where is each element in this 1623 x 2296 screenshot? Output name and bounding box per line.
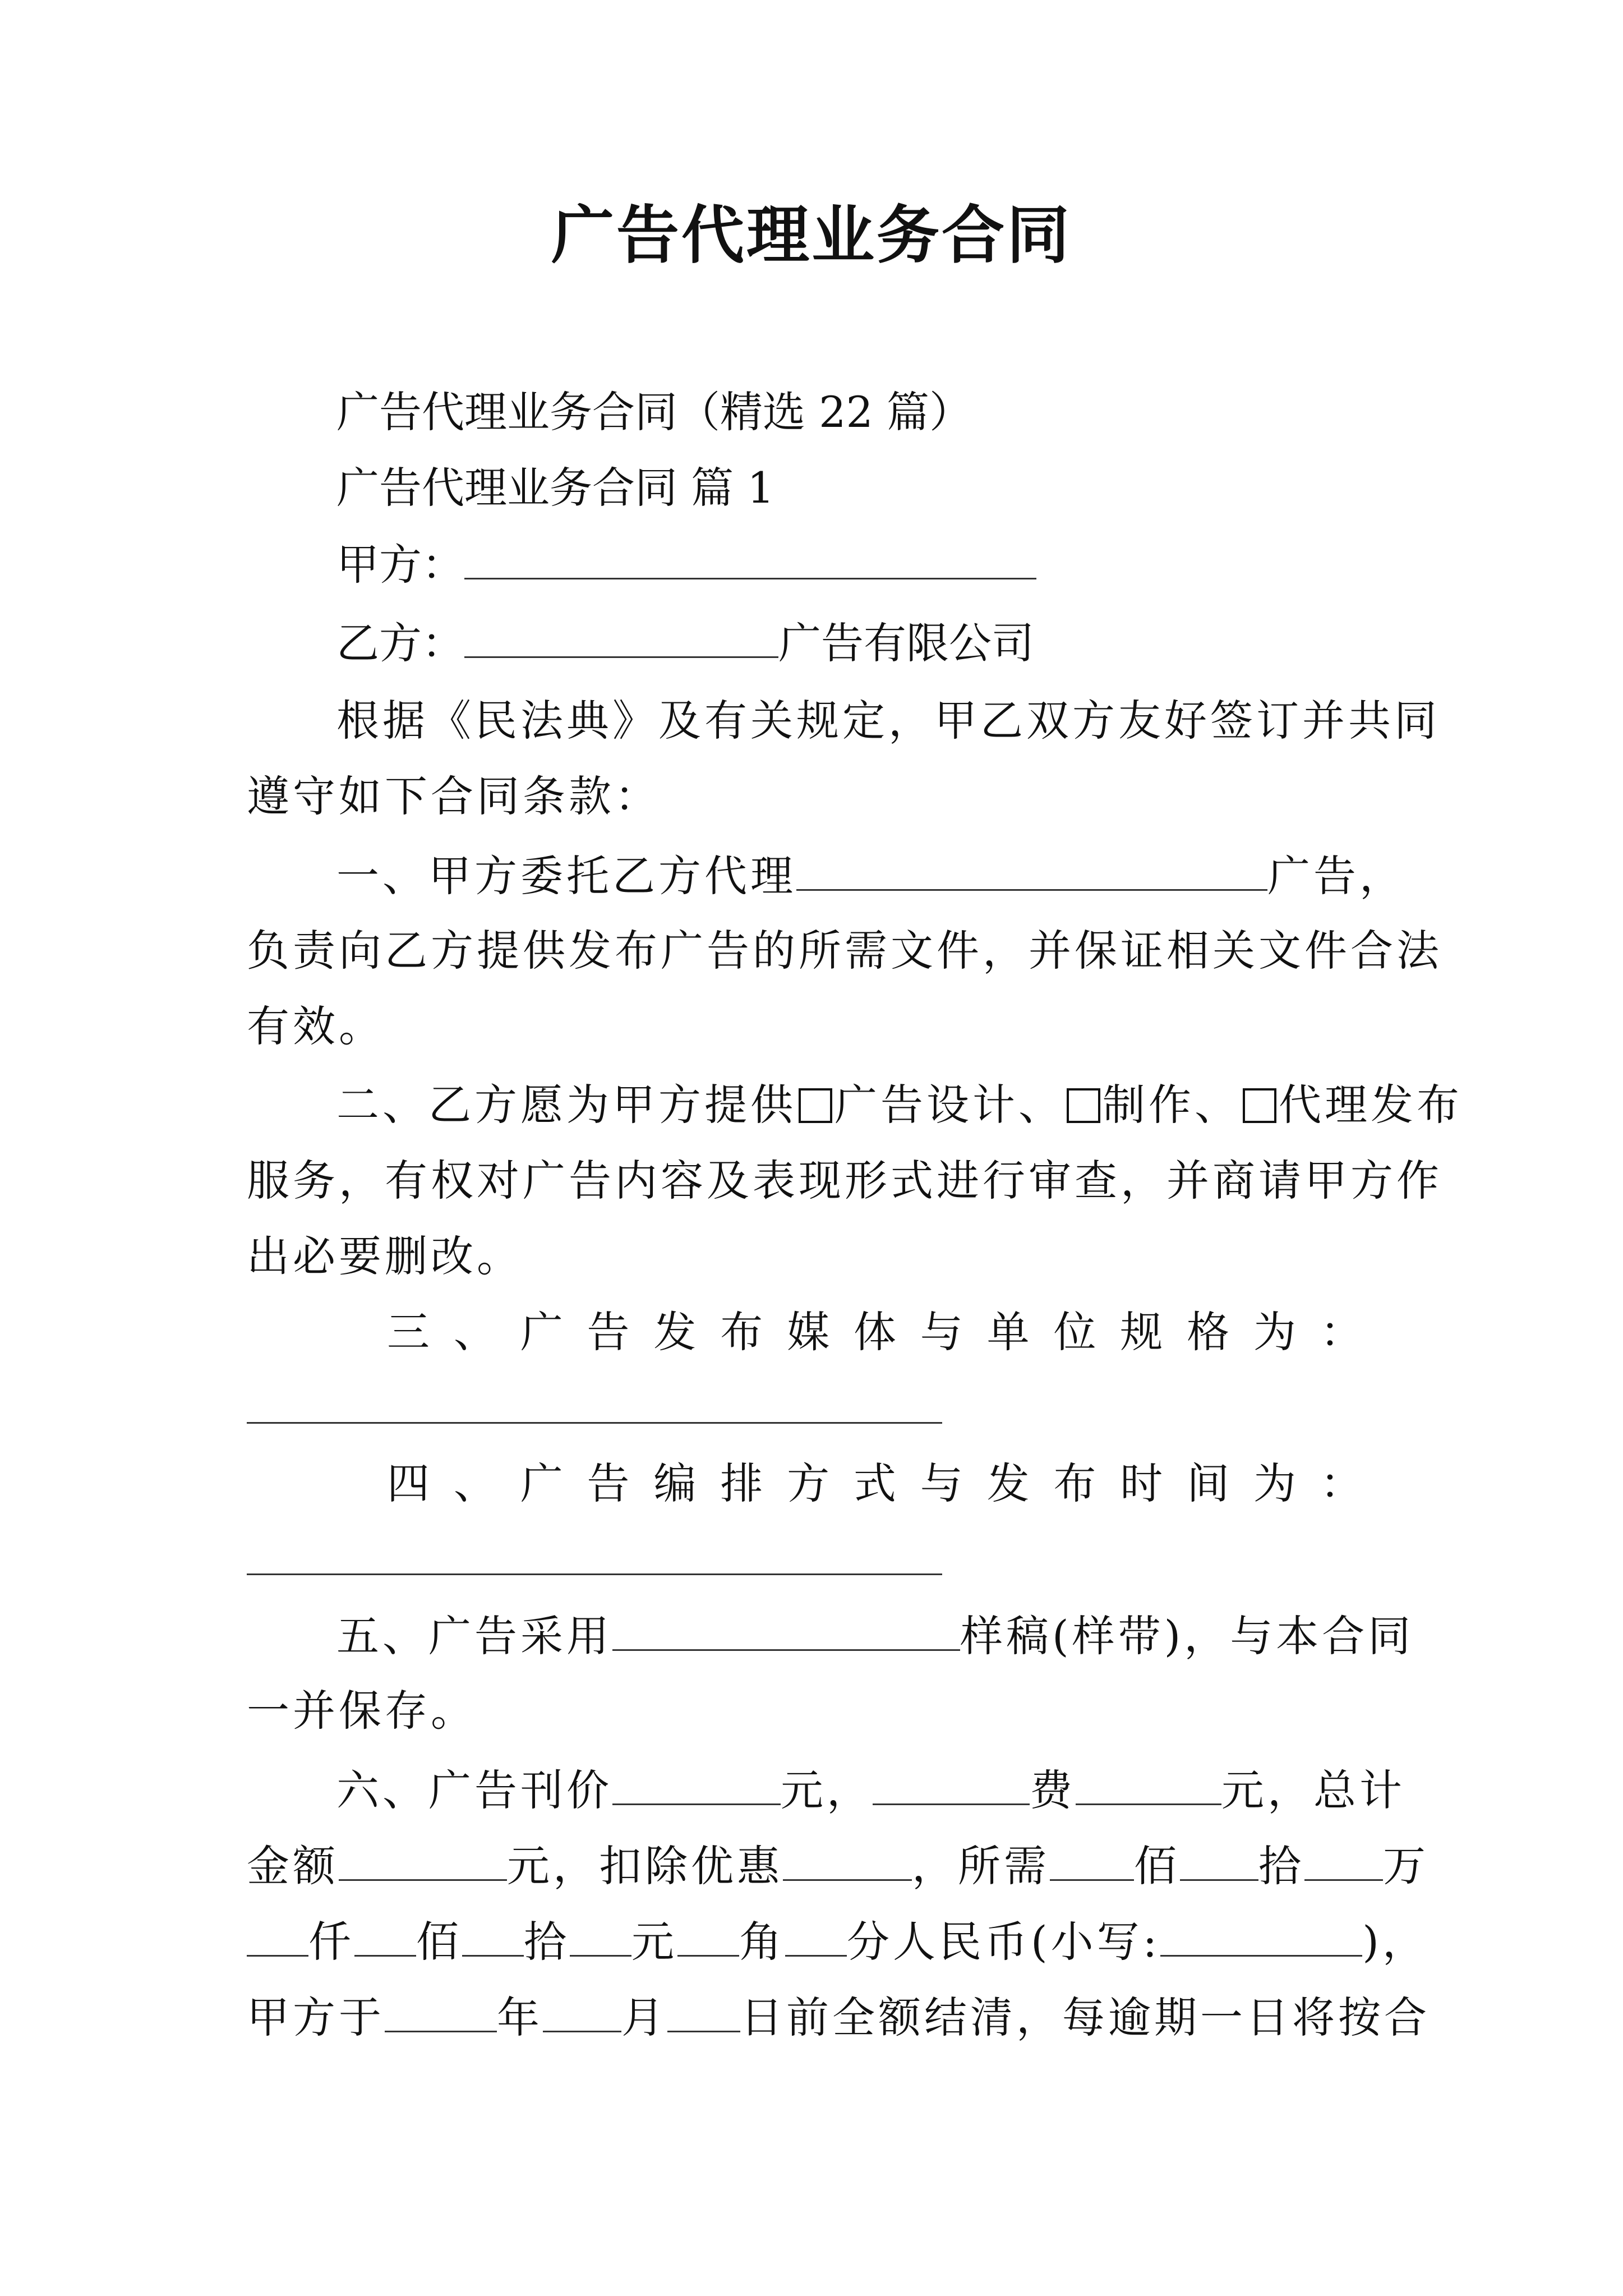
c4-char: ： (1320, 1458, 1363, 1508)
clause-6-text-u: 日前全额结清，每逾期一日将按合 (740, 1993, 1430, 2042)
intro-line-1: 根据《民法典》及有关规定，甲乙双方友好签订并共同 (336, 696, 1440, 746)
c4-char: 发 (986, 1458, 1030, 1508)
c3-char: ： (1320, 1307, 1363, 1357)
clause-6-text-t: 月 (621, 1993, 667, 2042)
c4-char: 布 (1053, 1458, 1096, 1508)
clause-6-text-e: 金额 (247, 1841, 339, 1891)
clause-1-text-b: 广告， (1267, 851, 1405, 901)
party-a-label: 甲方： (336, 540, 464, 590)
clause-6-text-f: 元，扣除优惠 (507, 1841, 783, 1891)
clause-6-line-3 (247, 1910, 1428, 1973)
clause-2-line-3: 出必要删改。 (247, 1231, 523, 1281)
c3-char: 广 (520, 1307, 563, 1357)
clause-3-blank (247, 1422, 942, 1424)
c4-char: 方 (787, 1458, 830, 1508)
clause-5-blank (612, 1604, 960, 1651)
amount-blank-3 (1304, 1834, 1383, 1881)
c4-char: 广 (520, 1458, 563, 1508)
clause-5-line-1 (336, 1604, 1414, 1667)
c4-char: 与 (920, 1458, 963, 1508)
amount-blank-7 (570, 1910, 631, 1957)
section-title: 广告代理业务合同 篇 1 (336, 463, 774, 513)
clause-6-line-1 (336, 1759, 1405, 1821)
amount-blank-8 (677, 1910, 739, 1957)
clause-2-text-a: 二、乙方愿为甲方提供 (336, 1080, 796, 1130)
amount-blank-9 (785, 1910, 847, 1957)
clause-1-line-1 (336, 844, 1405, 907)
c4-char: 式 (853, 1458, 896, 1508)
clause-2-line-1 (336, 1074, 1463, 1136)
c3-char: 发 (653, 1307, 697, 1357)
clause-6-text-q: )， (1362, 1917, 1428, 1967)
c3-char: 布 (720, 1307, 763, 1357)
clause-2-text-b: 广告设计、 (834, 1080, 1064, 1130)
party-b-line (336, 611, 1034, 674)
checkbox-production[interactable] (1067, 1088, 1100, 1123)
fee-blank (1076, 1759, 1221, 1805)
checkbox-publishing[interactable] (1243, 1088, 1276, 1123)
c4-char: 编 (653, 1458, 697, 1508)
clause-4-line (387, 1453, 1363, 1515)
c3-char: 格 (1187, 1307, 1230, 1357)
c4-char: 四 (387, 1458, 430, 1508)
party-a-blank (464, 533, 1036, 579)
c3-char: 告 (587, 1307, 630, 1357)
clause-6-text-d: 元，总计 (1221, 1765, 1405, 1815)
heading: 广告代理业务合同（精选 22 篇） (336, 387, 972, 437)
total-blank (339, 1834, 507, 1881)
amount-blank-1 (1050, 1834, 1134, 1881)
c4-char: 为 (1253, 1458, 1296, 1508)
clause-6-text-r: 甲方于 (247, 1993, 385, 2042)
amount-blank-2 (1180, 1834, 1258, 1881)
clause-5-text-b: 样稿(样带)，与本合同 (960, 1611, 1414, 1661)
document-title: 广告代理业务合同 (551, 199, 1072, 272)
c3-char: 规 (1120, 1307, 1163, 1357)
clause-2-text-d: 代理发布 (1279, 1080, 1463, 1130)
year-blank (385, 1986, 497, 2032)
clause-6-text-h: 佰 (1134, 1841, 1180, 1891)
clause-2-line-2: 服务，有权对广告内容及表现形式进行审查，并商请甲方作 (247, 1156, 1442, 1205)
clause-6-line-4 (247, 1986, 1430, 2049)
clause-3-line (387, 1301, 1363, 1363)
clause-6-text-o: 角 (739, 1917, 785, 1967)
checkbox-design[interactable] (799, 1088, 832, 1123)
c3-char: 单 (986, 1307, 1030, 1357)
discount-blank (783, 1834, 912, 1881)
clause-6-text-m: 拾 (524, 1917, 570, 1967)
c3-char: 媒 (787, 1307, 830, 1357)
clause-6-text-i: 拾 (1258, 1841, 1304, 1891)
fee-type-blank (873, 1759, 1030, 1805)
clause-6-text-j: 万 (1383, 1841, 1429, 1891)
month-blank (543, 1986, 621, 2032)
party-a-line (336, 533, 1036, 596)
day-blank (667, 1986, 740, 2032)
clause-1-line-3: 有效。 (247, 1001, 385, 1051)
c3-char: 三 (387, 1307, 430, 1357)
c3-char: 体 (853, 1307, 896, 1357)
amount-blank-5 (354, 1910, 416, 1957)
clause-6-text-c: 费 (1030, 1765, 1076, 1815)
c3-char: 与 (920, 1307, 963, 1357)
clause-6-text-k: 仟 (308, 1917, 354, 1967)
party-b-label: 乙方： (336, 618, 464, 668)
clause-5-line-2: 一并保存。 (247, 1686, 477, 1736)
c3-char: 为 (1253, 1307, 1296, 1357)
clause-2-text-c: 制作、 (1103, 1080, 1241, 1130)
clause-6-text-p: 分人民币(小写: (847, 1917, 1161, 1967)
numeric-amount-blank (1160, 1910, 1362, 1957)
clause-6-text-l: 佰 (416, 1917, 462, 1967)
party-b-suffix: 广告有限公司 (778, 618, 1034, 668)
clause-6-text-a: 六、广告刊价 (336, 1765, 612, 1815)
party-b-blank (464, 611, 778, 658)
c3-char: 、 (453, 1307, 496, 1357)
amount-blank-6 (462, 1910, 524, 1957)
clause-6-text-g: ，所需 (912, 1841, 1050, 1891)
clause-6-text-n: 元 (631, 1917, 677, 1967)
clause-6-text-b: 元， (781, 1765, 873, 1815)
c3-char: 位 (1053, 1307, 1096, 1357)
c4-char: 排 (720, 1458, 763, 1508)
c4-char: 告 (587, 1458, 630, 1508)
c4-char: 、 (453, 1458, 496, 1508)
clause-1-text-a: 一、甲方委托乙方代理 (336, 851, 796, 901)
clause-6-text-s: 年 (497, 1993, 543, 2042)
clause-6-line-2 (247, 1834, 1429, 1897)
clause-4-blank (247, 1573, 942, 1575)
c4-char: 时 (1120, 1458, 1163, 1508)
price-blank (612, 1759, 781, 1805)
amount-blank-4 (247, 1910, 308, 1957)
clause-1-line-2: 负责向乙方提供发布广告的所需文件，并保证相关文件合法 (247, 926, 1442, 976)
clause-5-text-a: 五、广告采用 (336, 1611, 612, 1661)
clause-1-blank (796, 844, 1267, 891)
intro-line-2: 遵守如下合同条款： (247, 771, 661, 821)
c4-char: 间 (1187, 1458, 1230, 1508)
